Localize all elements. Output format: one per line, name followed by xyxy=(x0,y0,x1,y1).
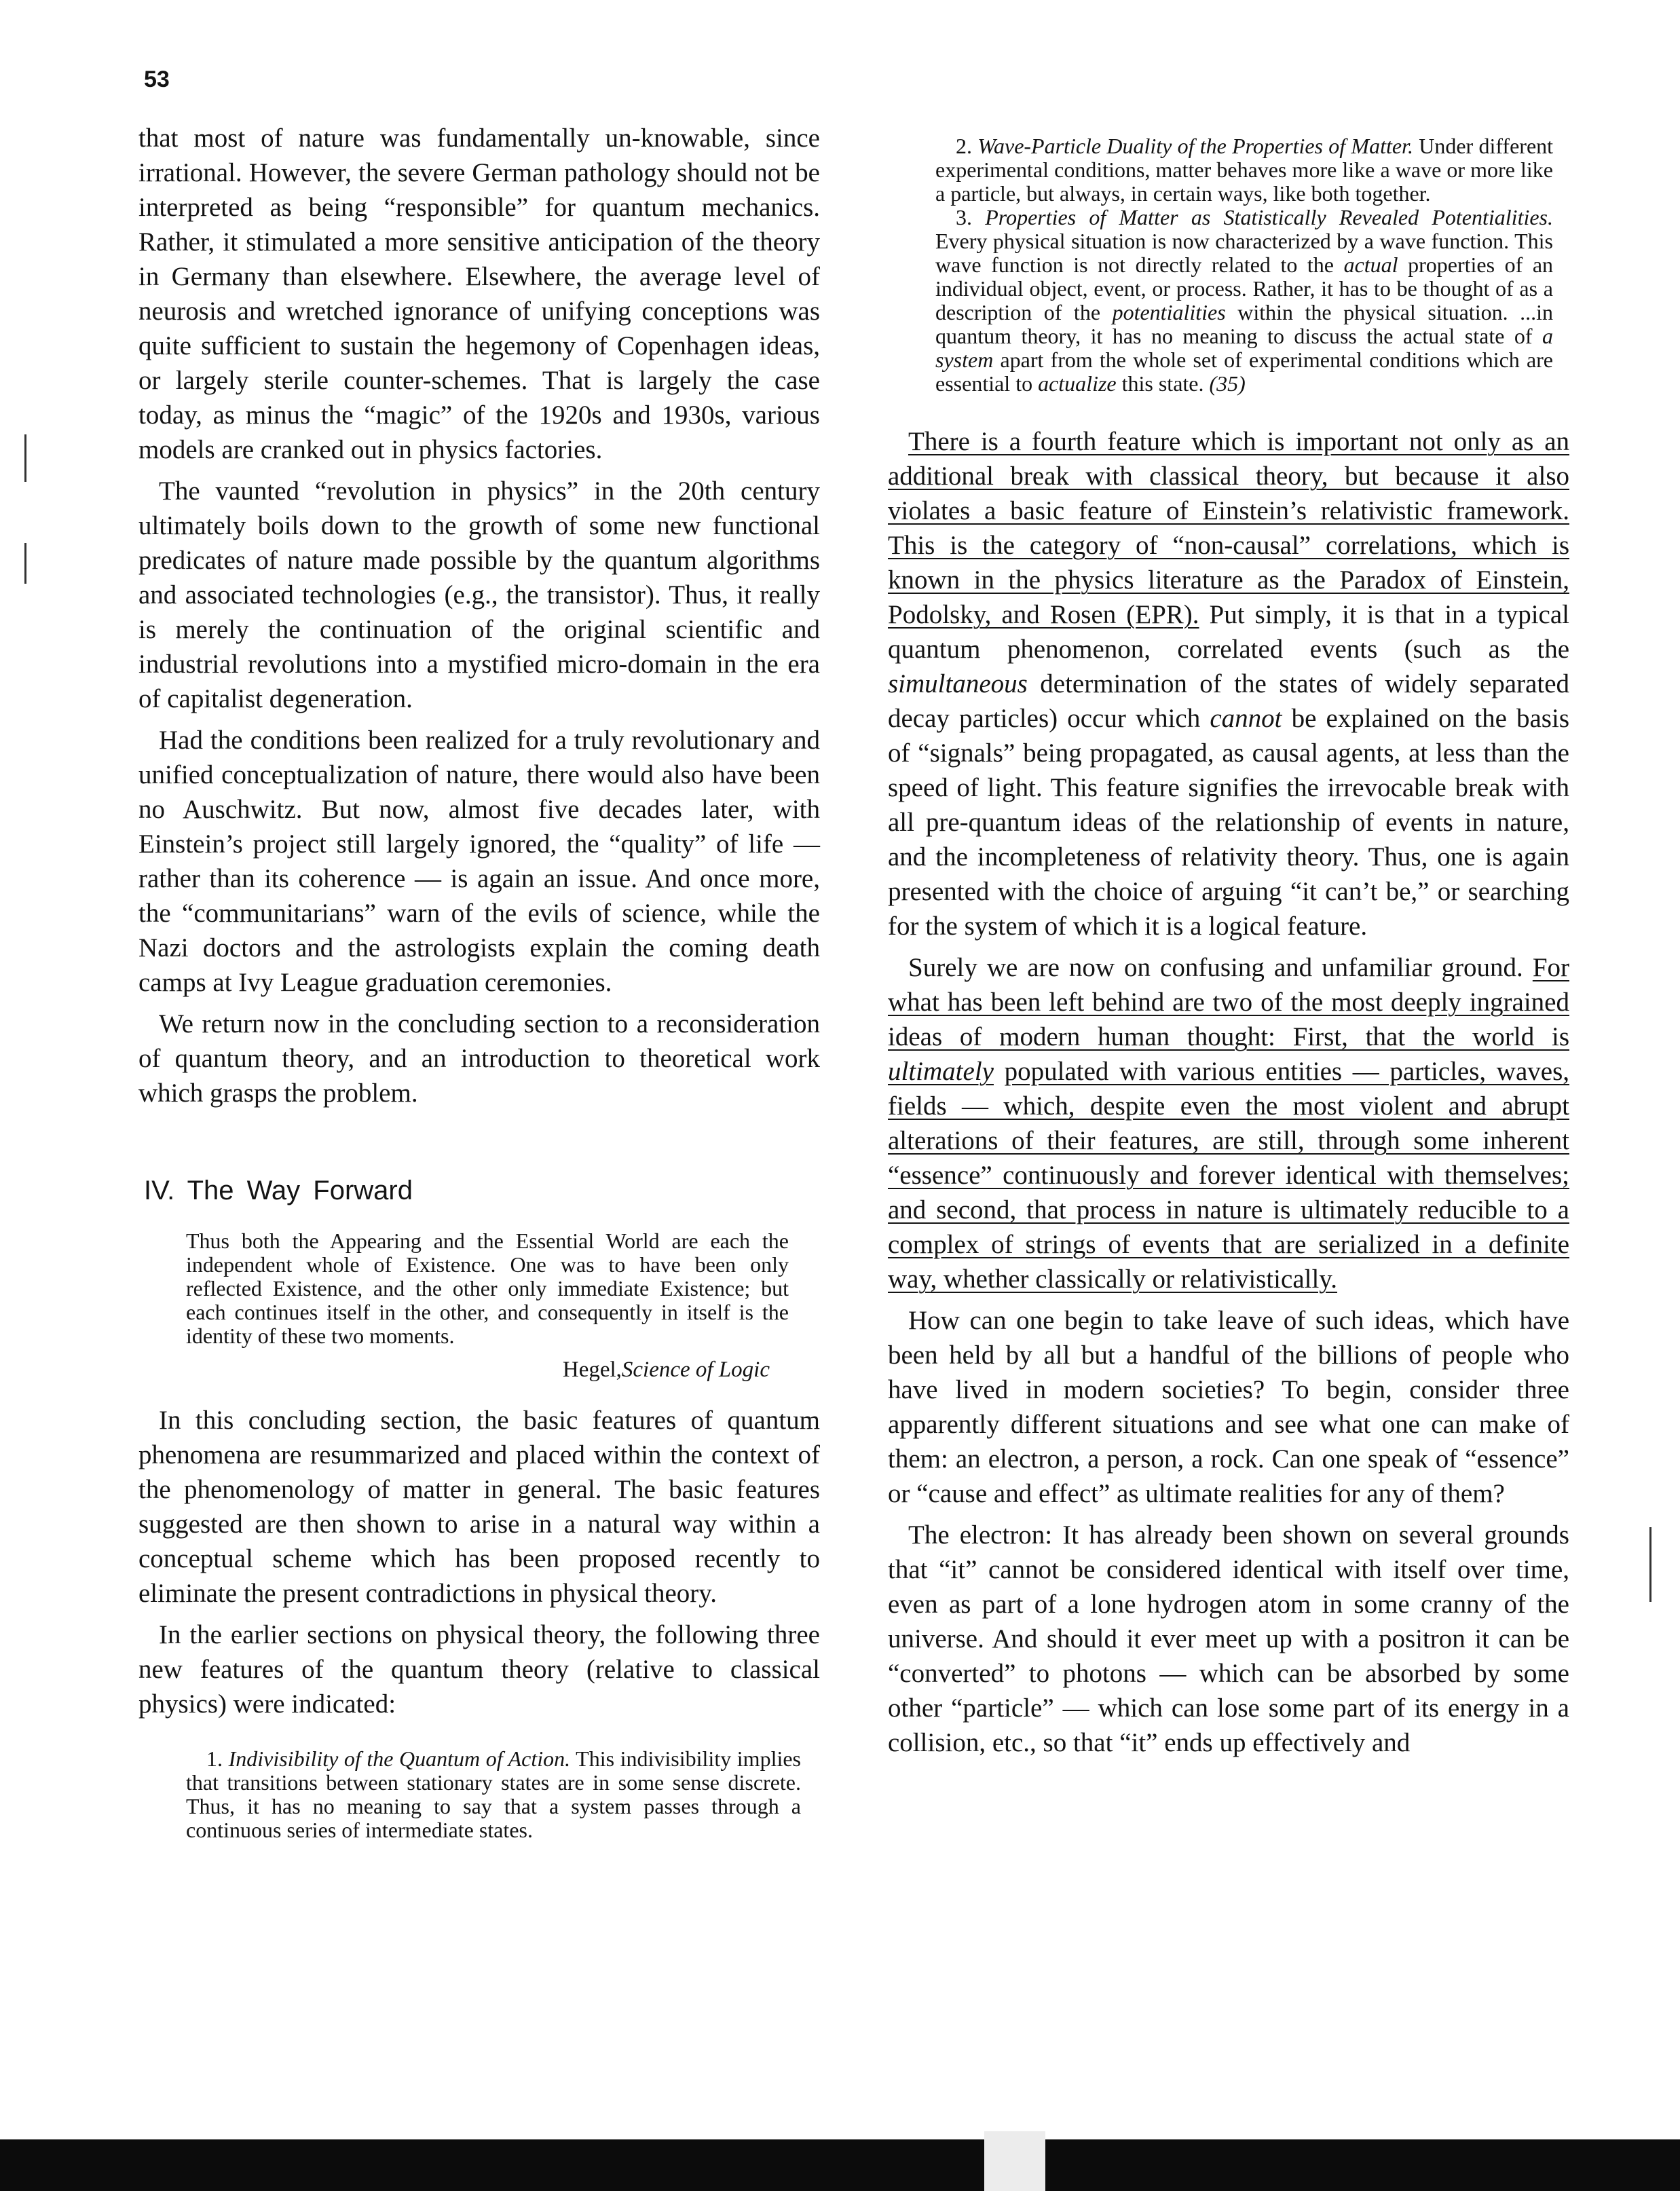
section-heading: IV. The Way Forward xyxy=(144,1176,413,1205)
right-paragraph-1: How can one begin to take leave of such ideas, which have been held by all but a handful of the billions of people who have lived in modern societies? To begin, consider three apparently different situations and see what one can make of them: an electron, a person, a rock. Can one speak of “essence” or “cause and effect” as ultimate realities for any of them? xyxy=(888,1306,1569,1508)
epigraph-work: Science of Logic xyxy=(621,1357,770,1382)
section-paragraph-1: In this concluding section, the basic features of quantum phenomena are resummarized and placed within the context of the phenomenology of matter in general. The basic features suggested are then shown to arise in a natural way within a conceptual scheme which has been proposed recently to eliminate the present contradictions in physical theory. xyxy=(138,1406,820,1608)
epigraph-attribution xyxy=(186,1357,770,1383)
left-paragraph-4: We return now in the concluding section to a reconsideration of quantum theory, and an introduction to theoretical work which grasps the problem. xyxy=(138,1009,820,1108)
page-number: 53 xyxy=(144,67,170,92)
margin-mark xyxy=(1649,1527,1651,1602)
epigraph-text: Thus both the Appearing and the Essential World are each the independent whole of Existence. One was to have been only reflected Existence, and the other only immediate Existence; but each continues itself in the other, and consequently in itself is the identity of these two moments. xyxy=(186,1229,789,1348)
feature-2-text: 2. Wave-Particle Duality of the Properties of Matter. Under different experimental conditions, matter behaves more like a wave or more like a particle, but always, in certain ways, like both together. xyxy=(935,134,1554,206)
scan-notch xyxy=(984,2131,1045,2191)
surely-paragraph: Surely we are now on confusing and unfamiliar ground. For what has been left behind are two of the most deeply ingrained ideas of modern human thought: First, that the world is ultimately populated with various entities — particles, waves, fields — which, despite even the most violent and abrupt alterations of their features, are still, through some inherent “essence” continuously and forever identical with themselves; and second, that process in nature is ultimately reducible to a complex of strings of events that are serialized in a definite way, whether classically or relativistically. xyxy=(888,953,1570,1294)
feature-1-text: 1. Indivisibility of the Quantum of Action. This indivisibility implies that transitions between stationary states are in some sense discrete. Thus, it has no meaning to say that a system passes through a continuous series of intermediate states. xyxy=(186,1746,801,1842)
right-column xyxy=(888,134,1569,1767)
epigraph xyxy=(186,1229,789,1383)
feature-1-item xyxy=(186,1747,801,1842)
underlined-passage-2a: For what has been left behind are two of the most deeply ingrained ideas of modern human thought: First, that the world is xyxy=(888,953,1569,1051)
margin-mark xyxy=(24,434,26,482)
left-paragraph-3: Had the conditions been realized for a truly revolutionary and unified conceptualization of nature, there would also have been no Auschwitz. But now, almost five decades later, with Einstein’s project still largely ignored, the “quality” of life — rather than its coherence — is again an issue. And once more, the “communitarians” warn of the evils of science, while the Nazi doctors and the astrologists explain the coming death camps at Ivy League graduation ceremonies. xyxy=(138,726,820,997)
underlined-passage-1: There is a fourth feature which is important not only as an additional break with classical theory, but because it also violates a basic feature of Einstein’s relativistic framework. This is the category of “non-causal” correlations, which is known in the physics literature as the Paradox of Einstein, Podolsky, and Rosen (EPR). xyxy=(888,427,1569,629)
feature-1-title: Indivisibility of the Quantum of Action. xyxy=(228,1746,571,1771)
left-paragraph-2: The vaunted “revolution in physics” in the 20th century ultimately boils down to the growth of some new functional predicates of nature made possible by the quantum algorithms and associated technologies (e.g., the transistor). Thus, it really is merely the continuation of the original scientific and industrial revolutions into a mystified micro-domain in the era of capitalist degeneration. xyxy=(138,476,820,713)
scan-edge xyxy=(0,2139,1680,2191)
margin-mark xyxy=(24,543,26,584)
feature-2-item xyxy=(935,134,1553,206)
underlined-passage-2b: populated with various entities — particles, waves, fields — which, despite even the most violent and abrupt alterations of their features, are still, through some inherent “essence” continuously and forever identical with themselves; and second, that process in nature is ultimately reducible to a complex of strings of events that are serialized in a definite way, whether classically or relativistically. xyxy=(888,1057,1570,1294)
underlined-emphasis: ultimately xyxy=(888,1057,994,1086)
section-paragraph-2: In the earlier sections on physical theory, the following three new features of the quantum theory (relative to classical physics) were indicated: xyxy=(138,1620,820,1719)
fourth-feature-paragraph: There is a fourth feature which is important not only as an additional break with classical theory, but because it also violates a basic feature of Einstein’s relativistic framework. This is the category of “non-causal” correlations, which is known in the physics literature as the Paradox of Einstein, Podolsky, and Rosen (EPR). Put simply, it is that in a typical quantum phenomenon, correlated events (such as the simultaneous determination of the states of widely separated decay particles) occur which cannot be explained on the basis of “signals” being propagated, as causal agents, at less than the speed of light. This feature signifies the irrevocable break with all pre-quantum ideas of the relationship of events in nature, and the incompleteness of relativity theory. Thus, one is again presented with the choice of arguing “it can’t be,” or searching for the system of which it is a logical feature. xyxy=(888,427,1570,941)
left-paragraph-1: that most of nature was fundamentally un-knowable, since irrational. However, the severe German pathology should not be interpreted as being “responsible” for quantum mechanics. Rather, it stimulated a more sensitive anticipation of the theory in Germany than elsewhere. Elsewhere, the average level of neurosis and wretched ignorance of unifying conceptions was quite sufficient to sustain the hegemony of Copenhagen ideas, or largely sterile counter-schemes. That is largely the case today, as minus the “magic” of the 1920s and 1930s, various models are cranked out in physics factories. xyxy=(138,124,820,464)
right-paragraph-2: The electron: It has already been shown on several grounds that “it” cannot be considered identical with itself over time, even as part of a lone hydrogen atom in some cranny of the universe. And should it ever meet up with a positron it can be “converted” to photons — which can be absorbed by some other “particle” — which can lose some part of its energy in a collision, etc., so that “it” ends up effectively and xyxy=(888,1520,1569,1757)
left-column xyxy=(138,121,820,1842)
feature-3-item xyxy=(935,206,1553,396)
feature-3-text: 3. Properties of Matter as Statistically Revealed Potentialities. Every physical situation is now characterized by a wave function. This wave function is not directly related to the actual properties of an individual object, event, or process. Rather, it has to be thought of as a description of the potentialities within the physical situation. ...in quantum theory, it has no meaning to discuss the actual state of a system apart from the whole set of experimental conditions which are essential to actualize this state. (35) xyxy=(935,205,1554,396)
feature-3-title: Properties of Matter as Statistically Revealed Potentialities. xyxy=(985,205,1554,229)
feature-3-citation: (35) xyxy=(1209,371,1246,396)
epigraph-author: Hegel, xyxy=(562,1357,622,1382)
feature-2-title: Wave-Particle Duality of the Properties of Matter. xyxy=(977,134,1413,158)
